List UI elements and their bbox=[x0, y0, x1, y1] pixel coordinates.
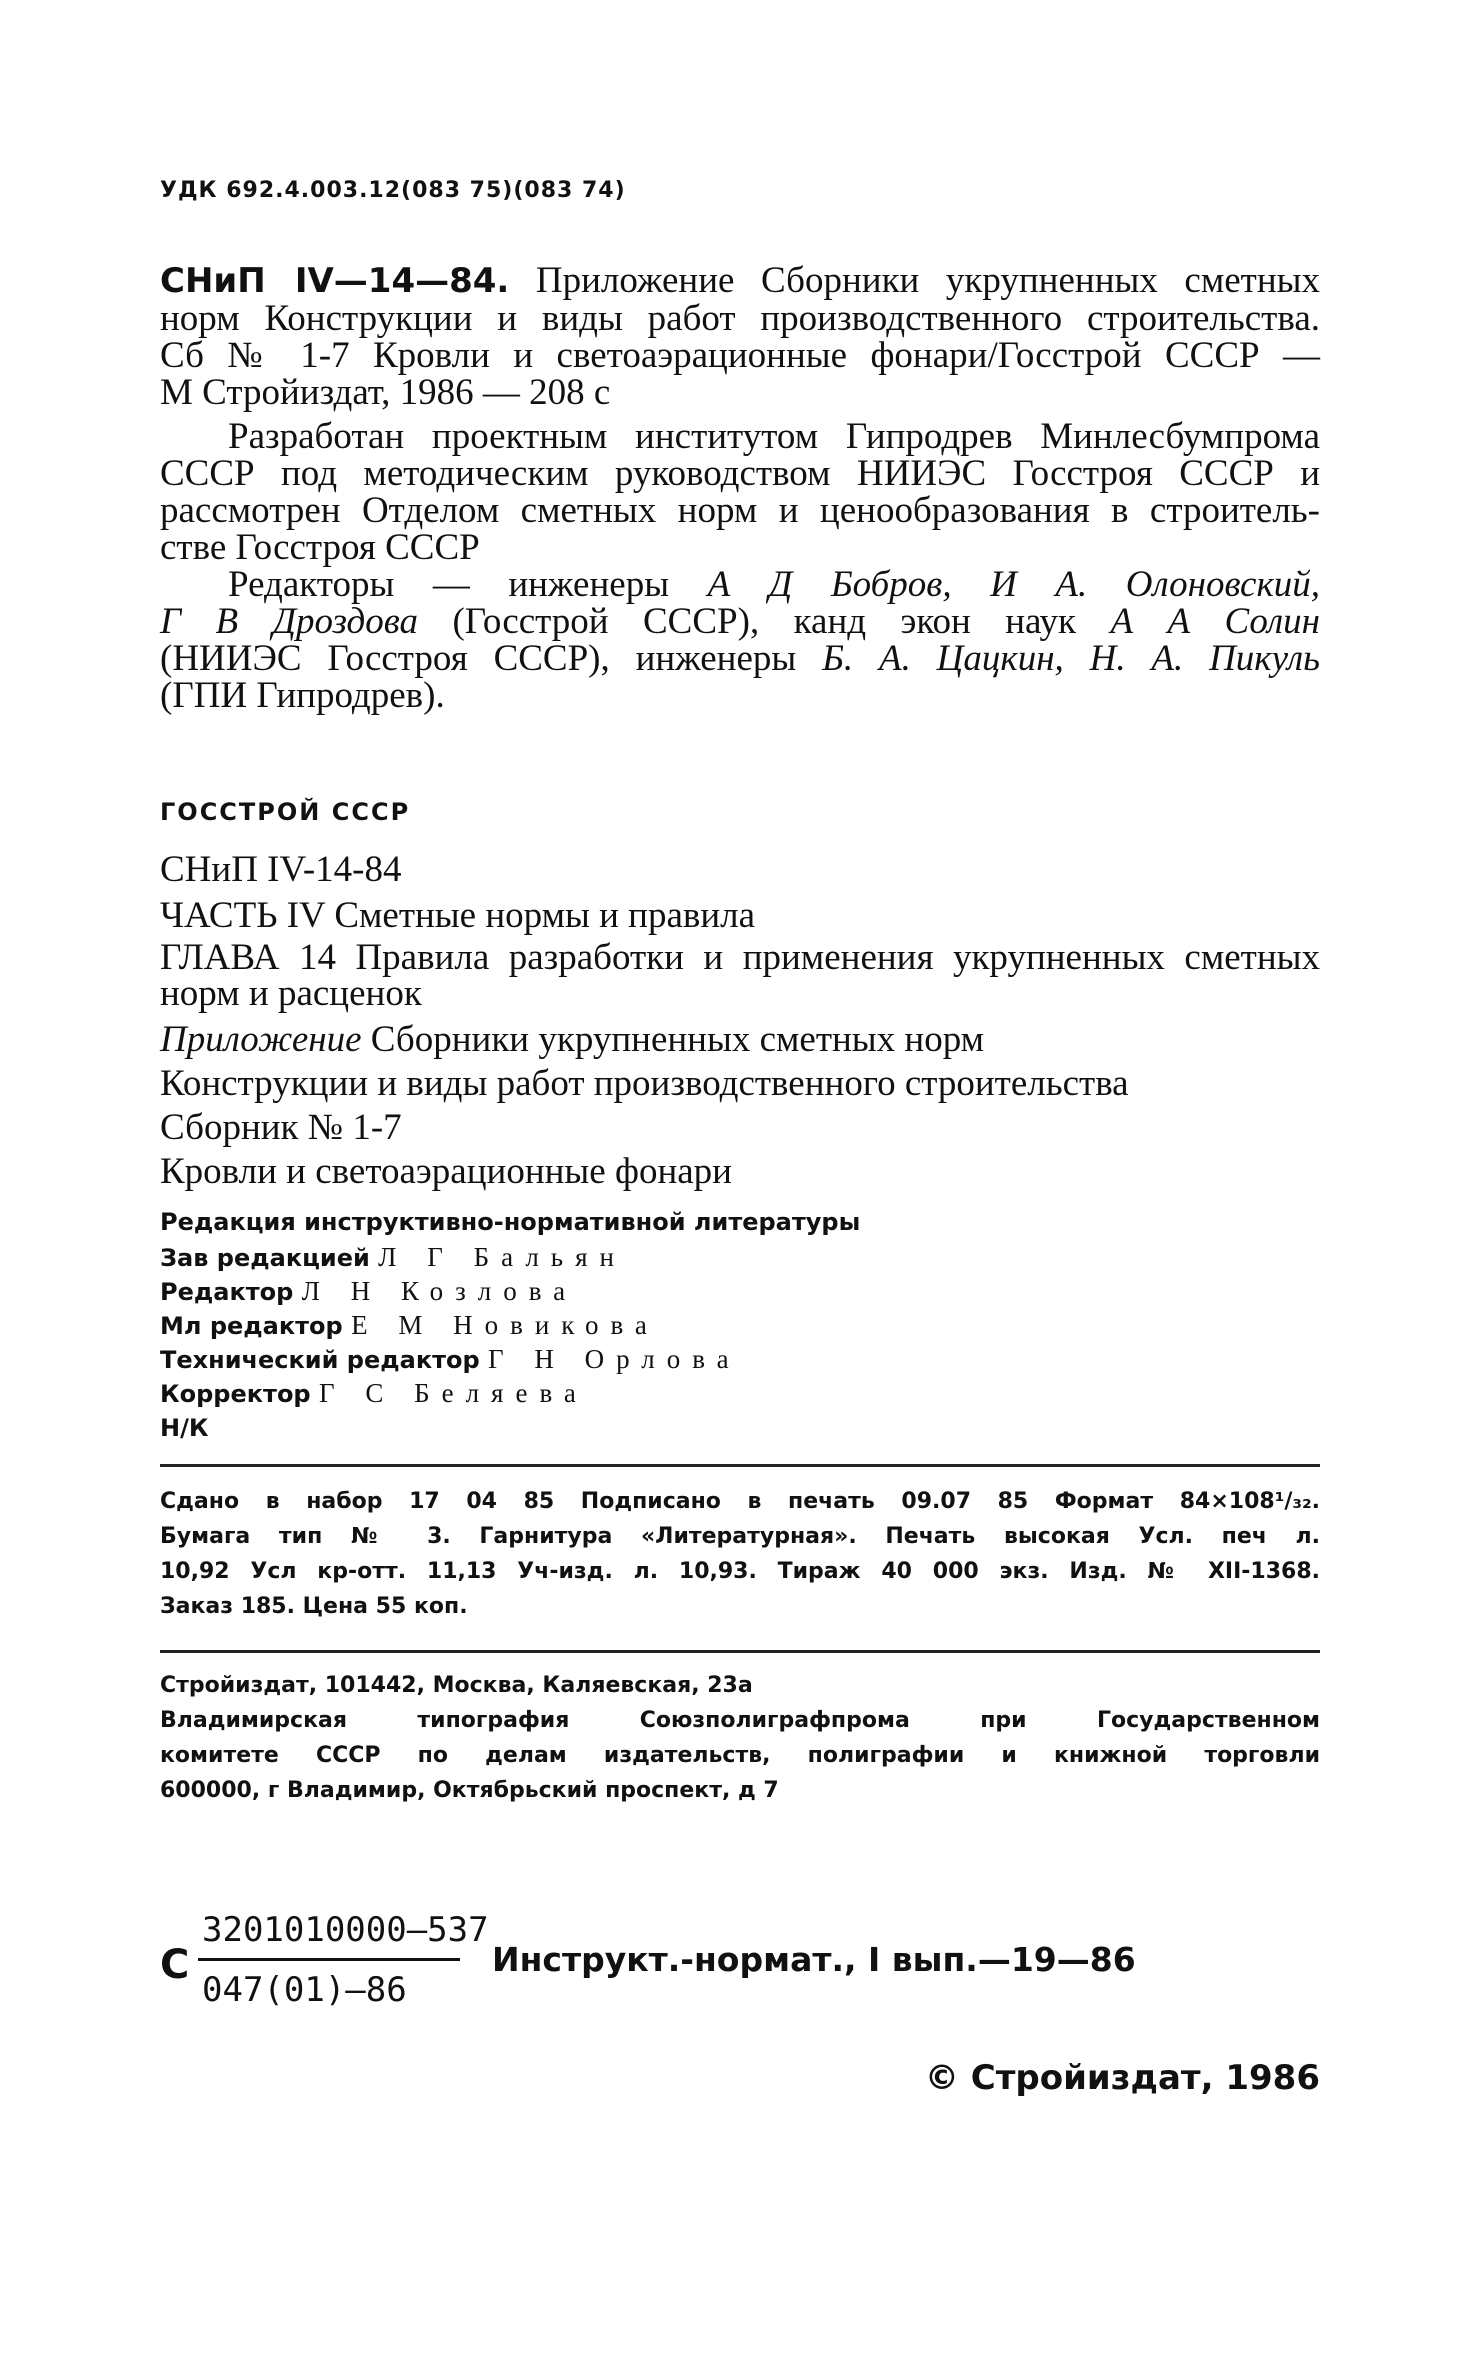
head-of-edition: Зав редакцией Л Г Бальян bbox=[160, 1242, 626, 1272]
index-denominator: 047(01)—86 bbox=[202, 1970, 407, 2010]
divider-bottom bbox=[160, 1650, 1320, 1653]
proofreader-line: Корректор Г С Беляева bbox=[160, 1378, 588, 1408]
bibliographic-entry: СНиП IV—14—84. Приложение Сборники укрупненных сметных норм Конструкции и виды работ производственного строительства. Сб № 1-7 Кровли и светоаэрационные фонари/Госстрой СССР — М Стройиздат, 1986 — 208 с bbox=[160, 260, 1320, 413]
chapter-title: ГЛАВА 14 Правила разработки и применения укрупненных сметных норм и расценок bbox=[160, 937, 1320, 1014]
divider-top bbox=[160, 1464, 1320, 1467]
catalog-index bbox=[160, 1910, 1320, 2030]
editors-paragraph: Редакторы — инженеры А Д Бобров, И А. Олоновский, Г В Дроздова (Госстрой СССР), канд экон наук А А Солин (НИИЭС Госстроя СССР), инженеры Б. А. Цацкин, Н. А. Пикуль (ГПИ Гипродрев). bbox=[160, 564, 1321, 716]
index-text: Инструкт.-нормат., I вып.—19—86 bbox=[492, 1940, 1136, 1979]
snip-title: СНиП IV-14-84 bbox=[160, 849, 402, 890]
index-numerator: 3201010000—537 bbox=[202, 1910, 489, 1950]
collection-title: Кровли и светоаэрационные фонари bbox=[160, 1151, 732, 1192]
junior-editor-line: Мл редактор Е М Новикова bbox=[160, 1310, 659, 1340]
copyright: © Стройиздат, 1986 bbox=[924, 2058, 1320, 2098]
tech-editor-line: Технический редактор Г Н Орлова bbox=[160, 1344, 741, 1374]
appendix-title: Приложение Сборники укрупненных сметных норм bbox=[160, 1019, 985, 1060]
fraction-bar bbox=[198, 1958, 460, 1961]
collection-number: Сборник № 1-7 bbox=[160, 1107, 402, 1148]
index-letter: С bbox=[160, 1942, 190, 1988]
udk-code: УДК 692.4.003.12(083 75)(083 74) bbox=[160, 178, 626, 203]
edition-line: Редакция инструктивно-нормативной литературы bbox=[160, 1208, 861, 1236]
editor-line: Редактор Л Н Козлова bbox=[160, 1276, 578, 1306]
print-info: Сдано в набор 17 04 85 Подписано в печать 09.07 85 Формат 84×108¹/₃₂. Бумага тип № 3. Гарнитура «Литературная». Печать высокая Усл. печ л. 10,92 Усл кр-отт. 11,13 Уч-изд. л. 10,93. Тираж 40 000 экз. Изд. № XII-1368. Заказ 185. Цена 55 коп. bbox=[160, 1489, 1320, 1619]
constructions-title: Конструкции и виды работ производственного строительства bbox=[160, 1063, 1129, 1104]
code-line: Н/К bbox=[160, 1414, 209, 1442]
snip-code: СНиП IV—14—84. bbox=[160, 261, 510, 301]
developed-by-paragraph: Разработан проектным институтом Гипродрев Минлесбумпрома СССР под методическим руководством НИИЭС Госстроя СССР и рассмотрен Отделом сметных норм и ценообразования в строитель- стве Госстроя СССР bbox=[160, 416, 1320, 568]
part-title: ЧАСТЬ IV Сметные нормы и правила bbox=[160, 895, 756, 936]
organization-heading: ГОССТРОЙ СССР bbox=[160, 798, 411, 826]
publisher-info: Стройиздат, 101442, Москва, Каляевская, 23а Владимирская типография Союзполиграфпрома при Государственном комитете СССР по делам издательств, полиграфии и книжной торговли 600000, г Владимир, Октябрьский проспект, д 7 bbox=[160, 1673, 1320, 1803]
